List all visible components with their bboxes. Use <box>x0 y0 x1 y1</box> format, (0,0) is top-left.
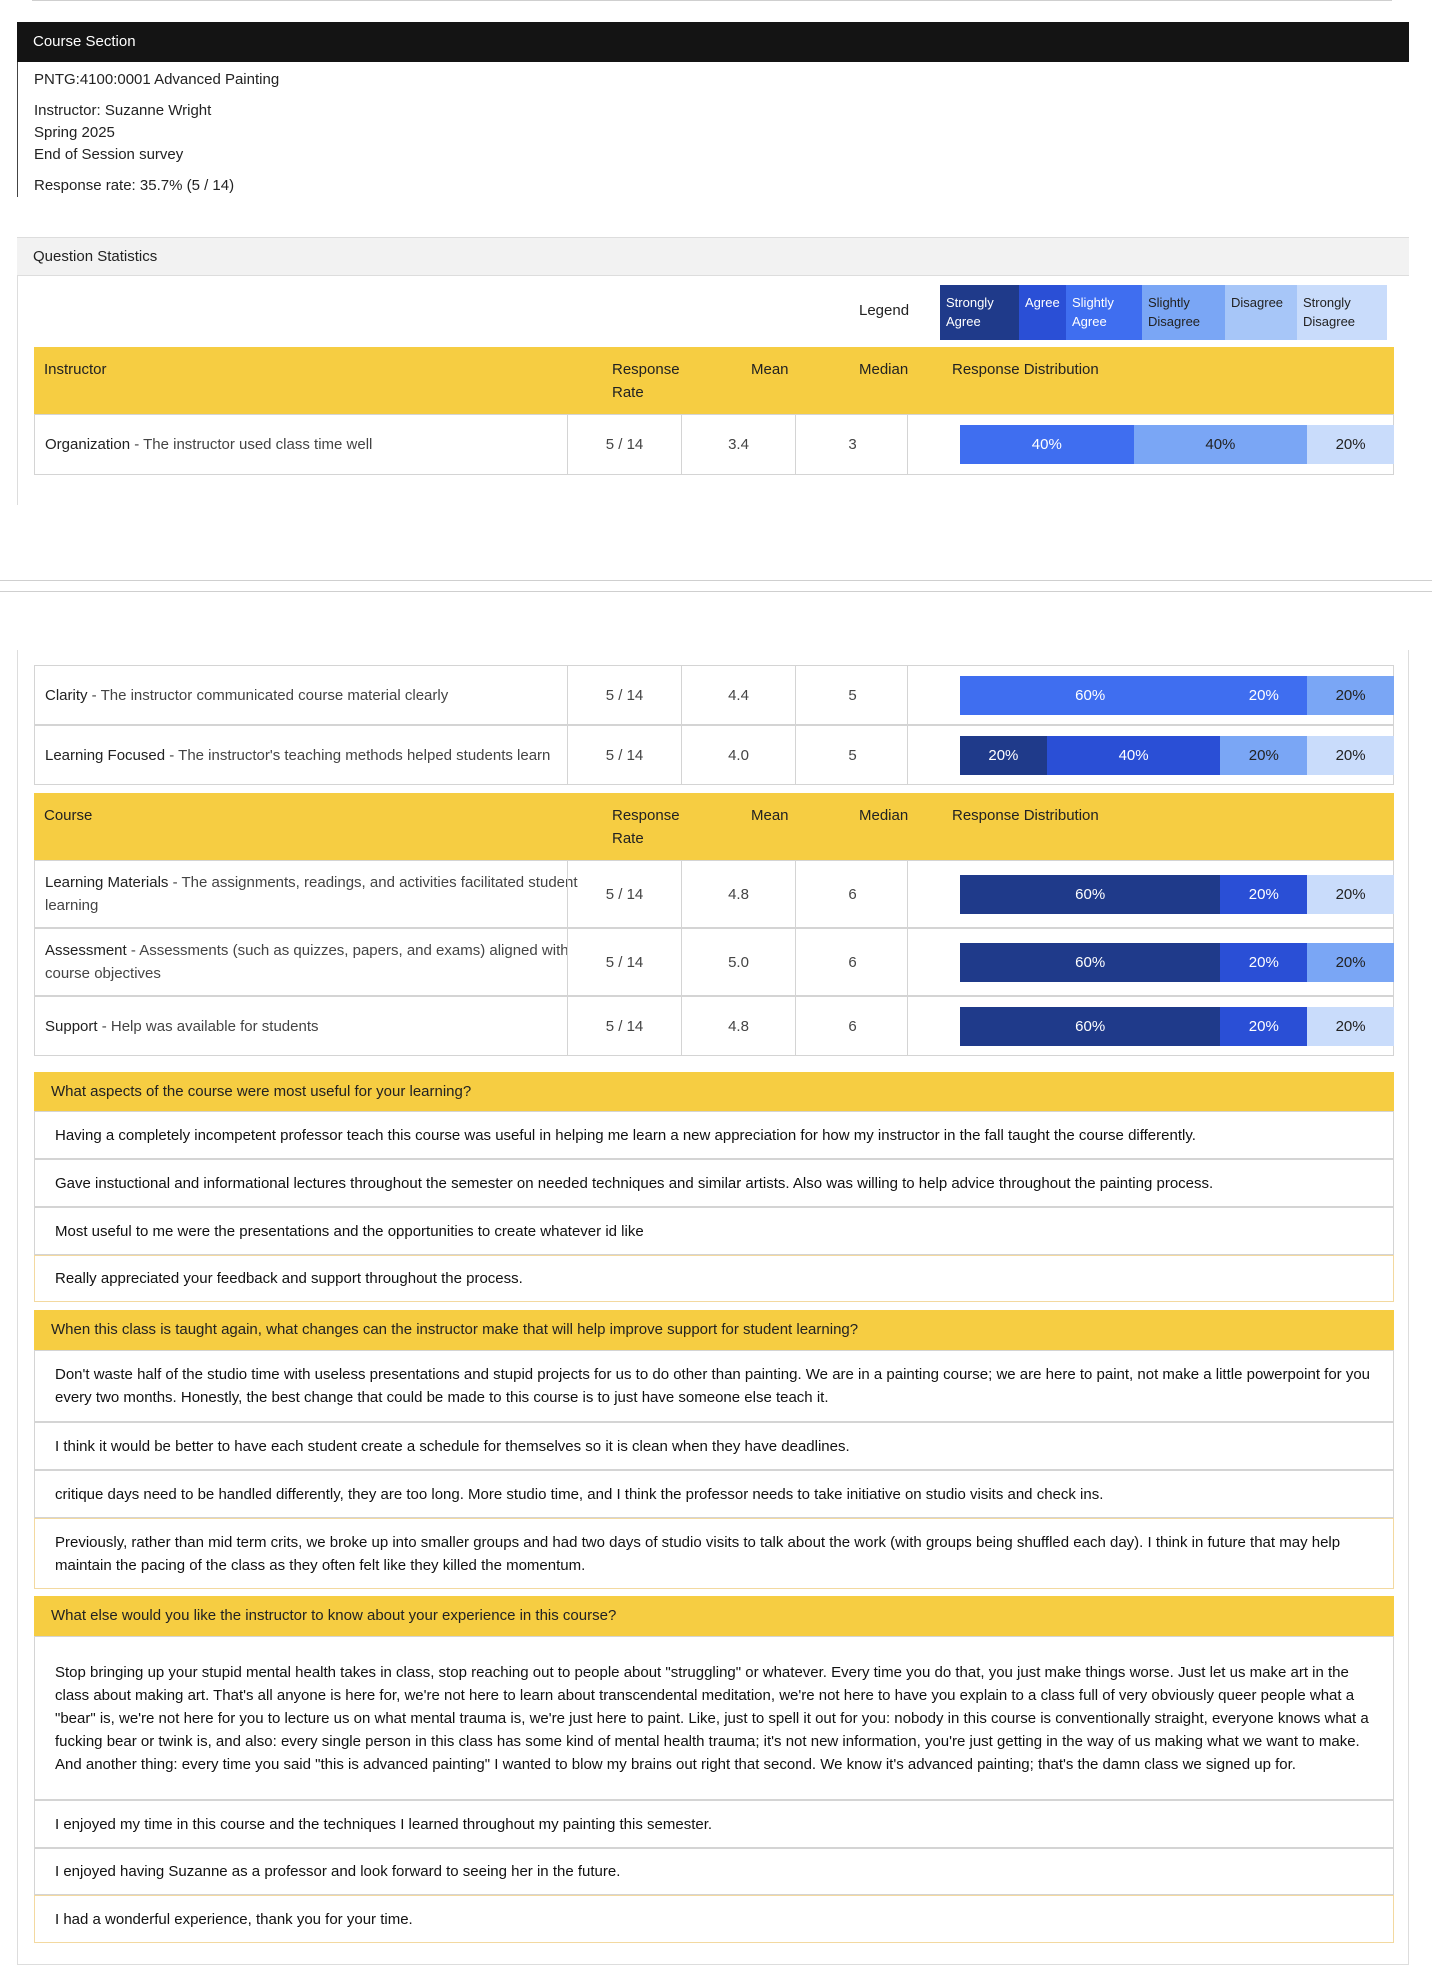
question-description: - The assignments, readings, and activities facilitated student learning <box>45 874 578 914</box>
question-text-inner <box>45 939 590 985</box>
mean-cell: 3.4 <box>681 415 795 474</box>
distribution-segment: 20% <box>1307 943 1394 982</box>
mean-cell: 5.0 <box>681 929 795 995</box>
mean-cell: 4.8 <box>681 997 795 1055</box>
distribution-segment: 60% <box>960 676 1220 715</box>
question-description: - The instructor communicated course material clearly <box>87 686 449 704</box>
question-text-inner <box>45 1015 319 1038</box>
column-distribution: Response Distribution <box>952 361 1099 378</box>
distribution-bar <box>960 676 1394 715</box>
answer-item: I had a wonderful experience, thank you for your time. <box>34 1895 1394 1943</box>
question-text <box>45 726 590 784</box>
column-response-rate: Response Rate <box>612 807 680 847</box>
column-median: Median <box>859 807 909 824</box>
group-title: Instructor <box>44 361 107 378</box>
column-median: Median <box>859 361 909 378</box>
response-rate-cell: 5 / 14 <box>567 997 681 1055</box>
distribution-segment: 40% <box>1047 736 1221 775</box>
median-cell: 5 <box>795 666 909 724</box>
distribution-segment: 20% <box>1307 1007 1394 1046</box>
answer-item: Gave instuctional and informational lectures throughout the semester on needed techniques and similar artists. Also was willing to help advice throughout the painting process. <box>34 1159 1394 1207</box>
open-question-header: What else would you like the instructor to know about your experience in this course? <box>34 1596 1394 1636</box>
response-rate-cell: 5 / 14 <box>567 929 681 995</box>
mean-cell: 4.8 <box>681 861 795 927</box>
question-text <box>45 666 590 724</box>
distribution-segment: 20% <box>1220 736 1307 775</box>
answer-item: Previously, rather than mid term crits, we broke up into smaller groups and had two days of studio visits to talk about the work (with groups being shuffled each day). I think in future that may help maintain the pacing of the class as they often felt like they killed the momentum. <box>34 1518 1394 1589</box>
distribution-bar <box>960 425 1394 464</box>
distribution-segment: 20% <box>1307 875 1394 914</box>
question-description: - Help was available for students <box>97 1017 319 1035</box>
question-label: Organization <box>45 436 131 453</box>
answer-item: Having a completely incompetent professor teach this course was useful in helping me learn a new appreciation for how my instructor in the fall taught the course differently. <box>34 1111 1394 1159</box>
question-text <box>45 997 590 1055</box>
page-separator <box>0 580 1432 581</box>
question-label: Clarity <box>45 686 88 704</box>
median-cell: 6 <box>795 861 909 927</box>
response-rate-cell: 5 / 14 <box>567 415 681 474</box>
legend-label: Legend <box>859 302 910 319</box>
frame-line <box>1408 650 1409 1965</box>
frame-line <box>17 1964 1409 1965</box>
legend-swatch: Slightly Agree <box>1066 285 1142 340</box>
answer-item: Don't waste half of the studio time with useless presentations and stupid projects for us to do other than painting. We are in a painting course; we are here to paint, not make a little powerpoint for you every two months. Honestly, the best change that could be made to this course is to just have someone else teach it. <box>34 1350 1394 1422</box>
question-text-inner <box>45 433 372 456</box>
column-mean: Mean <box>751 361 789 378</box>
median-cell: 6 <box>795 997 909 1055</box>
median-cell: 5 <box>795 726 909 784</box>
response-rate-cell: 5 / 14 <box>567 861 681 927</box>
survey-name: End of Session survey <box>34 146 184 163</box>
answer-item: I enjoyed having Suzanne as a professor and look forward to seeing her in the future. <box>34 1848 1394 1895</box>
legend-swatch: Strongly Disagree <box>1297 285 1387 340</box>
section-header: Course Section <box>17 22 1409 62</box>
median-cell: 6 <box>795 929 909 995</box>
question-text-inner <box>45 684 448 707</box>
group-header <box>34 793 1394 860</box>
mean-cell: 4.4 <box>681 666 795 724</box>
distribution-segment: 60% <box>960 875 1220 914</box>
group-title: Course <box>44 807 93 824</box>
course-info <box>17 62 634 197</box>
question-description: - Assessments (such as quizzes, papers, and exams) aligned with course objectives <box>45 942 569 982</box>
distribution-segment: 20% <box>1220 1007 1307 1046</box>
open-question-header: When this class is taught again, what changes can the instructor make that will help improve support for student learning? <box>34 1310 1394 1350</box>
frame-line <box>17 276 18 505</box>
legend-swatch: Disagree <box>1225 285 1297 340</box>
distribution-segment: 20% <box>1307 425 1394 464</box>
top-divider <box>32 0 1392 1</box>
distribution-segment: 20% <box>1220 943 1307 982</box>
instructor-name: Instructor: Suzanne Wright <box>34 102 212 119</box>
column-mean: Mean <box>751 807 789 824</box>
distribution-segment: 20% <box>1220 676 1307 715</box>
distribution-bar <box>960 1007 1394 1046</box>
distribution-segment: 60% <box>960 943 1220 982</box>
frame-line <box>17 650 18 1965</box>
question-text <box>45 929 590 995</box>
answer-item: I enjoyed my time in this course and the techniques I learned throughout my painting this semester. <box>34 1800 1394 1848</box>
column-response-rate: Response Rate <box>612 361 680 401</box>
question-text-inner <box>45 744 550 767</box>
distribution-segment: 20% <box>960 736 1047 775</box>
distribution-segment: 40% <box>1134 425 1308 464</box>
page-separator <box>0 591 1432 592</box>
legend <box>940 285 1387 340</box>
question-text <box>45 415 590 474</box>
median-cell: 3 <box>795 415 909 474</box>
distribution-segment: 20% <box>1220 875 1307 914</box>
answer-item: Stop bringing up your stupid mental health takes in class, stop reaching out to people about "struggling" or whatever. Every time you do that, you just make things worse. Just let us make art in the class about making art. That's all anyone is here for, we're not here to learn about transcendental meditation, we're not here to have you explain to a class full of very obviously queer people what a "bear" is, we're not here for you to lecture us on what mental trauma is, we're just here to paint. Like, just to spell it out for you: nobody in this course is conventionally straight, everyone knows what a fucking bear or twink is, and also: every single person in this class has some kind of mental health trauma; it's not new information, you're just getting in the way of us making what we want to make. And another thing: every time you said "this is advanced painting" I wanted to blow my brains out right that second. We know it's advanced painting; that's the damn class we signed up for. <box>34 1636 1394 1800</box>
question-label: Support <box>45 1017 98 1035</box>
answer-item: I think it would be better to have each student create a schedule for themselves so it is clean when they have deadlines. <box>34 1422 1394 1470</box>
distribution-bar <box>960 736 1394 775</box>
response-rate-cell: 5 / 14 <box>567 666 681 724</box>
distribution-bar <box>960 875 1394 914</box>
column-distribution: Response Distribution <box>952 807 1099 824</box>
group-header <box>34 347 1394 414</box>
question-statistics-header: Question Statistics <box>17 237 1409 276</box>
term: Spring 2025 <box>34 124 115 141</box>
answer-item: Most useful to me were the presentations and the opportunities to create whatever id like <box>34 1207 1394 1255</box>
answer-item: critique days need to be handled differently, they are too long. More studio time, and I think the professor needs to take initiative on studio visits and check ins. <box>34 1470 1394 1518</box>
distribution-bar <box>960 943 1394 982</box>
response-rate-cell: 5 / 14 <box>567 726 681 784</box>
answer-item: Really appreciated your feedback and support throughout the process. <box>34 1255 1394 1302</box>
response-rate: Response rate: 35.7% (5 / 14) <box>34 177 235 194</box>
mean-cell: 4.0 <box>681 726 795 784</box>
legend-swatch: Agree <box>1019 285 1066 340</box>
question-label: Learning Focused <box>45 746 166 764</box>
legend-swatch: Strongly Agree <box>940 285 1019 340</box>
question-description: - The instructor's teaching methods helped students learn <box>165 746 551 764</box>
question-description: - The instructor used class time well <box>130 436 373 453</box>
legend-swatch: Slightly Disagree <box>1142 285 1225 340</box>
distribution-segment: 60% <box>960 1007 1220 1046</box>
course-title: PNTG:4100:0001 Advanced Painting <box>34 71 280 88</box>
distribution-segment: 20% <box>1307 736 1394 775</box>
distribution-segment: 20% <box>1307 676 1394 715</box>
question-text <box>45 861 590 927</box>
question-label: Assessment <box>45 942 127 959</box>
distribution-segment: 40% <box>960 425 1134 464</box>
open-question-header: What aspects of the course were most useful for your learning? <box>34 1072 1394 1112</box>
question-text-inner <box>45 871 590 917</box>
question-label: Learning Materials <box>45 874 169 891</box>
